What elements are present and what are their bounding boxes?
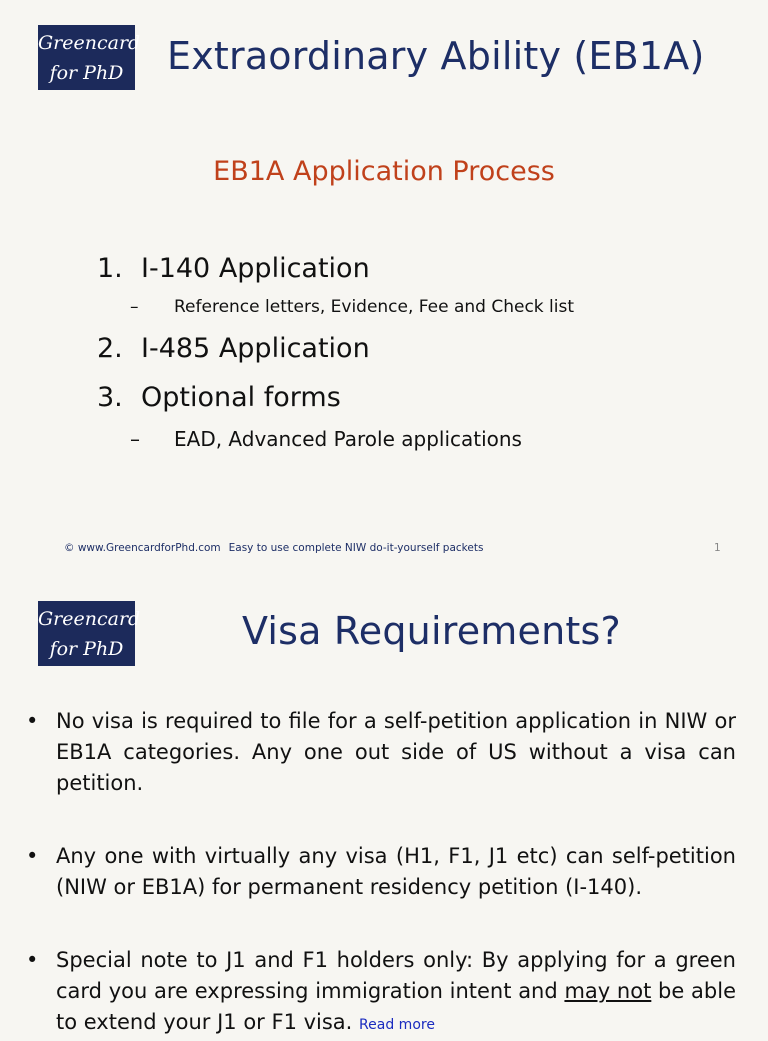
sub-list-label: EAD, Advanced Parole applications bbox=[174, 427, 522, 451]
underlined-phrase: may not bbox=[564, 979, 652, 1003]
logo-line-2: for PhD bbox=[49, 637, 124, 660]
list-label: I-140 Application bbox=[141, 253, 370, 284]
bullet-item bbox=[26, 706, 736, 799]
sub-list-label: Reference letters, Evidence, Fee and Check list bbox=[174, 297, 575, 317]
list-item bbox=[97, 382, 341, 413]
list-number: 3. bbox=[97, 382, 123, 413]
list-label: I-485 Application bbox=[141, 333, 370, 364]
bullet-marker: • bbox=[26, 709, 39, 733]
slide-title: Visa Requirements? bbox=[242, 609, 621, 653]
sub-list-item bbox=[130, 427, 522, 451]
bullet-text: Any one with virtually any visa (H1, F1, J1 etc) can self-petition (NIW or EB1A) for permanent residency petition (I-140). bbox=[56, 844, 736, 899]
footer-site: © www.GreencardforPhd.com bbox=[64, 542, 221, 554]
bullet-item bbox=[26, 945, 736, 1041]
bullet-text-part: be able to extend your J1 or F1 visa. bbox=[56, 979, 736, 1034]
slide-title: Extraordinary Ability (EB1A) bbox=[167, 34, 705, 78]
bullet-item bbox=[26, 841, 736, 903]
list-number: 1. bbox=[97, 253, 123, 284]
dash-marker: – bbox=[130, 297, 139, 317]
footer-tagline: Easy to use complete NIW do-it-yourself packets bbox=[228, 542, 484, 554]
bullet-text bbox=[56, 945, 736, 1041]
list-item bbox=[97, 253, 370, 284]
list-number: 2. bbox=[97, 333, 123, 364]
logo-line-1: Greencard bbox=[38, 607, 141, 630]
greencard-logo bbox=[38, 601, 141, 666]
slide-subtitle: EB1A Application Process bbox=[213, 156, 555, 187]
bullet-text: No visa is required to file for a self-petition application in NIW or EB1A categories. Any one out side of US without a visa can petition. bbox=[56, 709, 736, 795]
dash-marker: – bbox=[130, 427, 140, 451]
bullet-text-part: Special note to J1 and F1 holders only: By applying for a green card you are expressing immigration intent and bbox=[56, 948, 736, 1003]
bullet-marker: • bbox=[26, 844, 39, 868]
sub-list-item bbox=[130, 297, 574, 317]
read-more-link[interactable]: Read more bbox=[359, 1017, 435, 1033]
bullet-marker: • bbox=[26, 948, 39, 972]
list-item bbox=[97, 333, 370, 364]
page-number: 1 bbox=[714, 542, 721, 554]
greencard-logo bbox=[38, 25, 141, 90]
slide-footer bbox=[64, 542, 483, 554]
logo-line-2: for PhD bbox=[49, 61, 124, 84]
slide-2 bbox=[0, 575, 768, 1034]
logo-line-1: Greencard bbox=[38, 31, 141, 54]
list-label: Optional forms bbox=[141, 382, 341, 413]
